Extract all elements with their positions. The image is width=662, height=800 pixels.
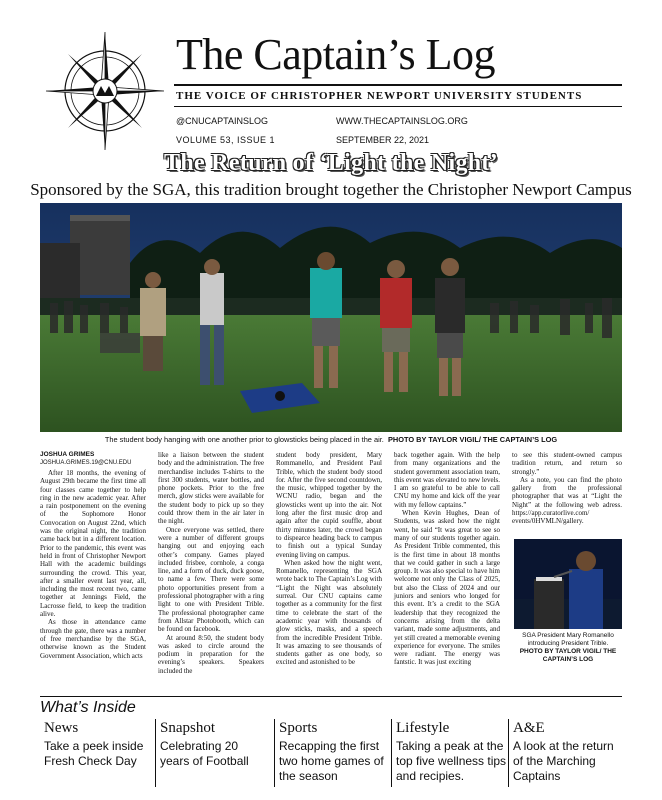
paragraph: to see this student-owned campus tradition return, and return so strongly.” [512, 451, 622, 476]
section-description: Celebrating 20 years of Football [160, 739, 249, 768]
paragraph: As a note, you can find the photo gallery from the professional photographer that was at “Light the Night” at the following web adress. https://app.curatorlive.com/ events/0HVMLN/gallery. [512, 475, 622, 526]
masthead-tagline: THE VOICE OF CHRISTOPHER NEWPORT UNIVERSITY STUDENTS [176, 90, 583, 102]
section-divider [274, 719, 275, 787]
photo-caption-text: The student body hanging with one another prior to glowsticks being placed in the air. [104, 435, 384, 444]
inside-section-snapshot[interactable] [160, 719, 270, 791]
paragraph: Once everyone was settled, there were a number of different groups hanging out and enjoying each other’s company. Games played included frisbee, cornhole, a conga line, and a form of duck, duck goose, to name a few. There were some photo opportunities present from a professional photographer with a ring light to one with President Trible. The professional photographer came from Allstar Photobooth, which can be found on facebook. [158, 525, 264, 634]
twitter-handle: @CNUCAPTAINSLOG [176, 116, 268, 126]
website-url: WWW.THECAPTAINSLOG.ORG [336, 116, 468, 126]
masthead-rule [174, 84, 622, 86]
paragraph: student body president, Mary Rommanello, and President Paul Trible, which the student body stood for. After the five second countdown, the music, whipped together by the WCNU radio, began and the glowsticks went up into the air. Not long after the first music drop and again after the cupid souffle, about thirty minutes later, the crowd began to dispearce heading back to campus to finish out a typical Sunday evening living on campus. [276, 451, 382, 559]
inside-section-news[interactable] [44, 719, 154, 791]
author-email: JOSHUA.GRIMES.19@CNU.EDU [40, 460, 132, 466]
side-photo-credit: PHOTO BY TAYLOR VIGIL/ THE CAPTAIN’S LOG [519, 648, 617, 663]
inside-section-ae[interactable] [513, 719, 623, 791]
volume-issue: VOLUME 53, ISSUE 1 [176, 135, 276, 145]
paragraph: back together again. With the help from many organizations and the student government association team, this event was elevated to new levels. I am so grateful to be able to call CNU my home and kick off the year with my fellow captains.” [394, 451, 500, 509]
article-column-2 [158, 451, 264, 675]
section-description: Recapping the first two home games of the season [279, 739, 384, 783]
section-name: News [44, 720, 79, 736]
article-headline: The Return of ‘Light the Night’ [164, 150, 498, 176]
side-photo-caption [510, 632, 626, 664]
paragraph: like a liaison between the student body and the administration. The free merchandise includes T-shirts to the first 300 students, water bottles, and phone pockets. Prior to the free merch, glow sticks were available for the student body to pick up so they could throw them in the air later in the night. [158, 451, 264, 526]
author-byline: JOSHUA GRIMES [40, 451, 95, 458]
paragraph: As those in attendance came through the gate, there was a number of free merchandise by the SGA, otherwise known as the Student Government Association, which acts [40, 618, 146, 660]
issue-date: SEPTEMBER 22, 2021 [336, 135, 430, 145]
section-name: Snapshot [160, 720, 216, 736]
article-subhead: Sponsored by the SGA, this tradition brought together the Christopher Newport Campus [30, 180, 632, 199]
section-name: A&E [513, 720, 545, 736]
section-divider [508, 719, 509, 787]
main-photo [40, 203, 622, 432]
paragraph: When Kevin Hughes, Dean of Students, was asked how the night went, he said “It was great to see so many of our students together again. As President Trible commented, this is the first time in about 18 months that we could gather in such a large group. It was also special to have him welcome not only the Class of 2025, but also the Class of 2024 and our juniors and seniors who longed for this event. It’s a credit to the SGA leadership that they recognized the concerns arising from the delta variant, made some adjustments, and yet still created a memorable evening experience for everyone. The smiles were radiant. The energy was fantstic. It was just exciting [394, 509, 500, 667]
section-description: Taking a peak at the top five wellness tips and recipies. [396, 739, 507, 783]
compass-rose-logo [44, 30, 166, 152]
section-divider [155, 719, 156, 787]
paragraph: When asked how the night went, Romanello, representing the SGA wrote back to The Captain’s Log with “Light the Night was absolutely surreal. Our CNU captains came together as a community for the first time to celebrate the start of the academic year with thousands of glow sticks, masks, and a speech from the incredible President Trible. It was amazing to see thousands of students gather as one body, so excited and astonished to be [276, 558, 383, 667]
article-column-5 [512, 451, 622, 526]
section-description: Take a peek inside Fresh Check Day [44, 739, 144, 768]
whats-inside-title: What’s Inside [40, 699, 136, 716]
side-photo [514, 539, 622, 629]
inside-section-lifestyle[interactable] [396, 719, 508, 791]
inside-rule [40, 696, 622, 697]
article-column-4 [394, 451, 500, 667]
paragraph: After 18 months, the evening of August 29th became the first time all four classes came together to help ring in the new academic year. After a rain postponement on the evening of the Sophomore Honor Convocation on August 22nd, which was the original night, the tradition came back but in a different location. Prior to the pandemic, this event was held in front of Christopher Newport Hall with the academic buildings surrounding the crowd. This year, after a smaller event last year, all, including the most recent two, came together at Jennings Field, the Lacrosse field, to keep the tradition alive. [40, 469, 146, 619]
article-column-1 [40, 451, 146, 660]
tagline-rule [174, 106, 622, 107]
paragraph: At around 8:50, the student body was asked to circle around the podium in preparation for the evening’s speakers. Speakers included the [158, 633, 264, 675]
section-name: Sports [279, 720, 318, 736]
photo-caption [40, 435, 622, 444]
masthead-title: The Captain’s Log [176, 30, 495, 79]
section-name: Lifestyle [396, 720, 450, 736]
side-caption-text: SGA President Mary Romanello introducing President Trible. [522, 632, 614, 647]
section-description: A look at the return of the Marching Captains [513, 739, 614, 783]
section-divider [391, 719, 392, 787]
inside-section-sports[interactable] [279, 719, 391, 791]
article-column-3 [276, 451, 382, 667]
photo-credit: PHOTO BY TAYLOR VIGIL/ THE CAPTAIN’S LOG [387, 435, 558, 444]
